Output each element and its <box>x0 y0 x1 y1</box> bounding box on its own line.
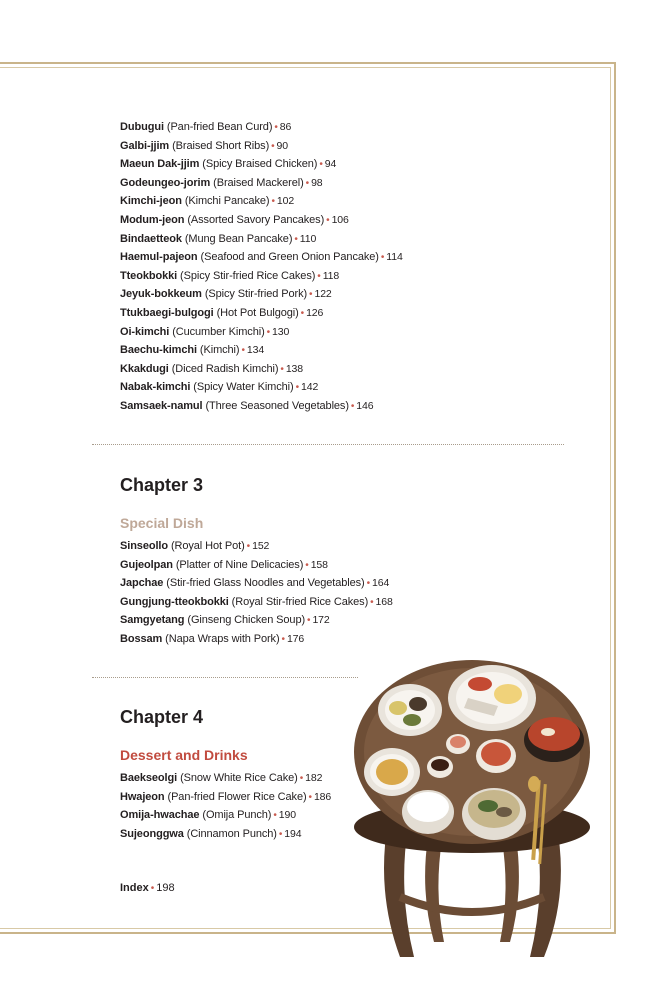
entry-page-number: 168 <box>375 595 393 608</box>
korean-table-meal-illustration <box>348 652 596 964</box>
entry-name: Bossam <box>120 632 163 645</box>
bullet-dot-icon: • <box>150 883 155 894</box>
toc-entry[interactable] <box>120 211 403 230</box>
entry-name: Baechu-kimchi <box>120 344 197 357</box>
entry-page-number: 86 <box>279 121 292 133</box>
entry-name: Maeun Dak-jjim <box>120 158 200 171</box>
toc-entry[interactable] <box>120 155 403 174</box>
chapter4-title: Chapter 4 <box>120 707 204 727</box>
toc-entry[interactable] <box>120 593 393 612</box>
bullet-dot-icon: • <box>370 596 374 608</box>
toc-entry[interactable] <box>120 825 331 844</box>
entry-description: (Cinnamon Punch) <box>186 827 277 840</box>
entry-name: Nabak-kimchi <box>120 381 191 394</box>
entry-description: (Assorted Savory Pancakes) <box>187 213 325 226</box>
index-label: Index <box>120 882 149 894</box>
entry-description: (Stir-fried Glass Noodles and Vegetables) <box>166 577 365 590</box>
entry-page-number: 176 <box>286 632 305 645</box>
entry-page-number: 94 <box>324 158 337 171</box>
entry-page-number: 194 <box>284 827 302 840</box>
index-entry[interactable] <box>120 882 175 894</box>
toc-entry[interactable] <box>120 574 393 593</box>
chapter4-entry-list <box>120 769 331 843</box>
entry-description: (Ginseng Chicken Soup) <box>187 614 306 627</box>
entry-page-number: 114 <box>386 251 403 264</box>
chapter3-title: Chapter 3 <box>120 475 204 495</box>
entry-page-number: 110 <box>299 232 317 245</box>
entry-page-number: 190 <box>278 809 297 822</box>
entry-description: (Pan-fried Flower Rice Cake) <box>167 790 307 803</box>
bullet-dot-icon: • <box>271 196 275 208</box>
section-divider <box>92 677 358 678</box>
entry-description: (Hot Pot Bulgogi) <box>216 306 299 319</box>
entry-description: (Spicy Water Kimchi) <box>193 381 294 394</box>
bullet-dot-icon: • <box>350 400 355 412</box>
entry-description: (Pan-fried Bean Curd) <box>166 121 273 133</box>
entry-description: (Platter of Nine Delicacies) <box>175 558 304 571</box>
entry-name: Hwajeon <box>120 790 165 803</box>
entry-description: (Napa Wraps with Pork) <box>165 632 280 645</box>
bullet-dot-icon: • <box>274 122 278 133</box>
bullet-dot-icon: • <box>326 214 330 226</box>
bullet-dot-icon: • <box>300 307 305 319</box>
entry-description: (Braised Short Ribs) <box>172 139 270 152</box>
entry-name: Gungjung-tteokbokki <box>120 595 229 608</box>
toc-entry[interactable] <box>120 556 393 575</box>
entry-name: Kimchi-jeon <box>120 195 182 208</box>
entry-page-number: 182 <box>305 772 323 784</box>
toc-entry[interactable] <box>120 267 403 286</box>
entry-page-number: 118 <box>322 269 340 282</box>
toc-entry[interactable] <box>120 323 403 342</box>
bullet-dot-icon: • <box>307 615 311 627</box>
bullet-dot-icon: • <box>278 828 283 840</box>
entry-description: (Seafood and Green Onion Pancake) <box>200 251 379 264</box>
bullet-dot-icon: • <box>317 270 321 282</box>
entry-description: (Three Seasoned Vegetables) <box>205 399 349 412</box>
bullet-dot-icon: • <box>271 140 275 152</box>
bullet-dot-icon: • <box>280 363 284 375</box>
toc-entry[interactable] <box>120 304 403 323</box>
bullet-dot-icon: • <box>266 326 271 338</box>
entry-name: Modum-jeon <box>120 213 185 226</box>
entry-description: (Spicy Stir-fried Rice Cakes) <box>180 269 316 282</box>
chapter3-entry-list <box>120 537 393 649</box>
entry-page-number: 152 <box>252 540 270 552</box>
entry-name: Bindaetteok <box>120 232 182 245</box>
entry-name: Omija-hwachae <box>120 809 200 822</box>
entry-description: (Mung Bean Pancake) <box>184 232 293 245</box>
entry-name: Sujeonggwa <box>120 827 184 840</box>
entry-name: Baekseolgi <box>120 772 178 784</box>
entry-page-number: 158 <box>310 558 328 571</box>
bullet-dot-icon: • <box>309 289 313 301</box>
toc-entry[interactable] <box>120 192 403 211</box>
toc-entry[interactable] <box>120 248 403 267</box>
entry-page-number: 106 <box>331 213 349 226</box>
toc-entry[interactable] <box>120 630 393 649</box>
entry-name: Japchae <box>120 577 164 590</box>
chapter2-entry-list <box>120 118 403 416</box>
entry-description: (Spicy Braised Chicken) <box>202 158 318 171</box>
entry-page-number: 98 <box>311 176 323 189</box>
entry-page-number: 146 <box>356 399 374 412</box>
entry-page-number: 102 <box>276 195 295 208</box>
toc-entry[interactable] <box>120 137 403 156</box>
entry-description: (Diced Radish Kimchi) <box>171 362 279 375</box>
entry-name: Jeyuk-bokkeum <box>120 288 202 301</box>
entry-page-number: 142 <box>300 381 319 394</box>
entry-name: Oi-kimchi <box>120 325 170 338</box>
entry-description: (Kimchi Pancake) <box>184 195 270 208</box>
toc-entry[interactable] <box>120 174 403 193</box>
entry-name: Galbi-jjim <box>120 139 170 152</box>
bullet-dot-icon: • <box>366 578 370 590</box>
bullet-dot-icon: • <box>308 791 312 803</box>
bullet-dot-icon: • <box>281 633 285 645</box>
bullet-dot-icon: • <box>305 177 310 189</box>
entry-page-number: 126 <box>306 306 324 319</box>
toc-entry[interactable] <box>120 285 403 304</box>
entry-name: Samsaek-namul <box>120 399 203 412</box>
entry-description: (Braised Mackerel) <box>213 176 304 189</box>
bullet-dot-icon: • <box>299 773 304 784</box>
toc-entry[interactable] <box>120 341 403 360</box>
entry-description: (Cucumber Kimchi) <box>172 325 265 338</box>
bullet-dot-icon: • <box>295 382 299 394</box>
entry-name: Ttukbaegi-bulgogi <box>120 306 214 319</box>
section-divider <box>92 444 564 445</box>
entry-page-number: 172 <box>312 614 330 627</box>
entry-description: (Royal Stir-fried Rice Cakes) <box>231 595 369 608</box>
toc-entry[interactable] <box>120 397 403 416</box>
entry-name: Kkakdugi <box>120 362 169 375</box>
entry-name: Tteokbokki <box>120 269 178 282</box>
bullet-dot-icon: • <box>273 810 277 822</box>
entry-page-number: 138 <box>285 362 304 375</box>
chapter3-section-title: Special Dish <box>120 515 204 531</box>
toc-entry[interactable] <box>120 788 331 807</box>
toc-entry[interactable] <box>120 806 331 825</box>
bullet-dot-icon: • <box>380 252 385 264</box>
toc-entry[interactable] <box>120 611 393 630</box>
entry-page-number: 134 <box>246 344 265 357</box>
entry-name: Samgyetang <box>120 614 185 627</box>
toc-entry[interactable] <box>120 378 403 397</box>
entry-page-number: 164 <box>371 577 390 590</box>
entry-description: (Snow White Rice Cake) <box>180 772 298 784</box>
toc-entry[interactable] <box>120 537 393 556</box>
chapter4-section-title: Dessert and Drinks <box>120 747 248 763</box>
bullet-dot-icon: • <box>305 559 309 571</box>
toc-entry[interactable] <box>120 769 331 788</box>
entry-name: Haemul-pajeon <box>120 251 198 264</box>
entry-description: (Spicy Stir-fried Pork) <box>204 288 308 301</box>
entry-page-number: 130 <box>272 325 290 338</box>
bullet-dot-icon: • <box>241 345 245 357</box>
bullet-dot-icon: • <box>294 233 298 245</box>
entry-page-number: 122 <box>314 288 332 301</box>
entry-name: Sinseollo <box>120 540 168 552</box>
bullet-dot-icon: • <box>319 159 323 171</box>
entry-description: (Omija Punch) <box>202 809 272 822</box>
entry-page-number: 186 <box>313 790 332 803</box>
entry-description: (Kimchi) <box>199 344 240 357</box>
toc-entry[interactable] <box>120 360 403 379</box>
entry-page-number: 90 <box>276 139 289 152</box>
bullet-dot-icon: • <box>246 541 251 552</box>
toc-entry[interactable] <box>120 230 403 249</box>
index-page-number: 198 <box>156 882 175 894</box>
entry-description: (Royal Hot Pot) <box>170 540 245 552</box>
toc-entry[interactable] <box>120 118 403 137</box>
entry-name: Godeungeo-jorim <box>120 176 211 189</box>
entry-name: Dubugui <box>120 121 164 133</box>
entry-name: Gujeolpan <box>120 558 173 571</box>
